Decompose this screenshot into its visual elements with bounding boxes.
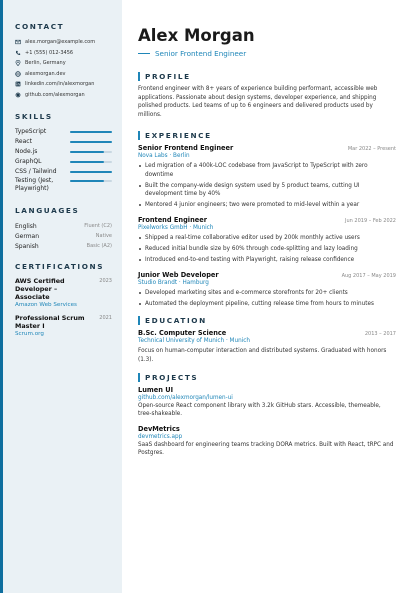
contact-github-text: github.com/alexmorgan [25,91,85,98]
language-item [15,231,112,241]
languages-heading: LANGUAGES [15,206,80,215]
job-bullets [138,289,396,308]
skills-heading: SKILLS [15,112,53,121]
contact-linkedin[interactable] [15,79,112,90]
job-role: Junior Web Developer [138,271,219,280]
skill-level-bar [70,180,112,182]
heading-marker [138,72,140,81]
job-bullets [138,162,396,209]
skill-item [15,127,112,137]
skill-name: Testing (Jest, Playwright) [15,177,54,192]
skill-item [15,157,112,167]
skill-level-fill [70,161,104,163]
job-role: Frontend Engineer [138,216,207,225]
skill-level-bar [70,161,112,163]
education-degree: B.Sc. Computer Science [138,329,227,338]
education-item [138,329,396,364]
job-title-line [138,49,396,58]
language-name: English [15,222,37,230]
certification-name: AWS Certified Developer – Associate [15,277,65,301]
job-company: Studio Brandt · Hamburg [138,280,209,287]
experience-item [138,271,396,308]
certification-issuer: Scrum.org [15,331,44,337]
job-company: Nova Labs · Berlin [138,153,190,160]
skill-level-bar [70,131,112,133]
skill-level-bar [70,171,112,173]
certification-name: Professional Scrum Master I [15,314,85,330]
skill-name: CSS / Tailwind [15,168,57,176]
contact-website[interactable] [15,69,112,80]
profile-heading [138,72,396,81]
email-icon [15,39,21,45]
bullet-item: Mentored 4 junior engineers; two were promoted to mid-level within a year [138,201,396,210]
language-name: German [15,232,40,240]
job-dates: Aug 2017 – May 2019 [341,273,396,280]
skill-item [15,147,112,157]
title-dash [138,53,150,55]
contact-github[interactable] [15,90,112,101]
certifications-heading: CERTIFICATIONS [15,262,105,271]
contact-website-text: alexmorgan.dev [25,70,66,77]
contact-location-text: Berlin, Germany [25,60,66,67]
skill-level-fill [70,180,104,182]
languages-list [15,221,112,251]
project-link[interactable]: github.com/alexmorgan/lumen-ui [138,394,233,401]
skill-name: Node.js [15,148,38,156]
job-role: Senior Frontend Engineer [138,144,234,153]
bullet-item: Automated the deployment pipeline, cutting release time from hours to minutes [138,300,396,309]
education-heading [138,316,396,325]
main-content [138,22,396,464]
globe-icon [15,71,21,77]
heading-marker [138,131,140,140]
bullet-item: Developed marketing sites and e-commerce storefronts for 20+ clients [138,289,396,298]
project-item [138,425,396,458]
contact-heading: CONTACT [15,22,65,31]
projects-heading [138,373,396,382]
project-name: Lumen UI [138,385,174,394]
job-bullets [138,234,396,264]
language-level: Native [95,233,112,239]
experience-heading [138,131,396,140]
language-name: Spanish [15,242,39,250]
experience-item [138,216,396,264]
contact-location [15,58,112,69]
education-heading-text: EDUCATION [145,316,207,326]
project-link[interactable]: devmetrics.app [138,433,183,440]
skill-name: TypeScript [15,128,47,136]
language-level: Basic (A2) [86,243,112,249]
heading-marker [138,316,140,325]
language-item [15,241,112,251]
skills-list [15,127,112,197]
contact-email-text: alex.morgan@example.com [25,39,96,46]
projects-heading-text: PROJECTS [145,372,199,382]
location-icon [15,60,21,66]
job-company: Pixelworks GmbH · Munich [138,225,214,232]
education-school: Technical University of Munich · Munich [138,338,250,345]
skill-name: GraphQL [15,158,42,166]
bullet-item: Introduced end-to-end testing with Playwright, raising release confidence [138,256,396,265]
github-icon [15,92,21,98]
bullet-item: Shipped a real-time collaborative editor used by 200k monthly active users [138,234,396,243]
job-title: Senior Frontend Engineer [155,49,247,58]
certification-item [15,314,112,338]
contact-phone[interactable] [15,48,112,59]
contact-linkedin-text: linkedin.com/in/alexmorgan [25,81,95,88]
sidebar [3,0,122,593]
certification-item [15,277,112,309]
phone-icon [15,50,21,56]
contact-email[interactable] [15,37,112,48]
skill-level-fill [70,131,112,133]
skill-item [15,177,112,197]
experience-item [138,144,396,209]
linkedin-icon [15,81,21,87]
contact-phone-text: +1 (555) 012-3456 [25,49,74,56]
skill-level-fill [70,141,112,143]
candidate-name: Alex Morgan [138,26,255,45]
bullet-item: Led migration of a 400k-LOC codebase from JavaScript to TypeScript with zero downtime [138,162,396,179]
skill-level-bar [70,151,112,153]
skill-level-fill [70,151,104,153]
project-description: Open-source React component library with 3.2k GitHub stars. Accessible, themeable, tree-shakeable. [138,402,381,418]
certifications-list [15,277,112,338]
certification-year: 2023 [99,278,112,284]
profile-summary: Frontend engineer with 8+ years of experience building performant, accessible web applications. Passionate about design systems, developer experience, and shipping polished products. Led teams of up to 6 engineers and delivered products used by millions. [138,86,378,118]
certification-issuer: Amazon Web Services [15,302,77,308]
education-note: Focus on human-computer interaction and distributed systems. Graduated with honors (1.3). [138,348,387,363]
project-description: SaaS dashboard for engineering teams tracking DORA metrics. Built with React, tRPC and Postgres. [138,441,394,457]
skill-level-fill [70,171,112,173]
job-dates: Jun 2019 – Feb 2022 [345,218,396,225]
bullet-item: Reduced initial bundle size by 60% through code-splitting and lazy loading [138,245,396,254]
job-dates: Mar 2022 – Present [347,146,396,153]
contact-list [15,37,112,100]
language-item [15,221,112,231]
education-dates: 2013 – 2017 [364,331,396,338]
skill-item [15,167,112,177]
language-level: Fluent (C2) [84,223,112,229]
heading-marker [138,373,140,382]
profile-heading-text: PROFILE [145,72,191,81]
experience-heading-text: EXPERIENCE [145,131,212,141]
skill-name: React [15,138,32,146]
project-name: DevMetrics [138,424,180,433]
skill-level-bar [70,141,112,143]
bullet-item: Built the company-wide design system used by 5 product teams, cutting UI development time by 40% [138,182,396,199]
certification-year: 2021 [99,315,112,321]
project-item [138,386,396,419]
skill-item [15,137,112,147]
